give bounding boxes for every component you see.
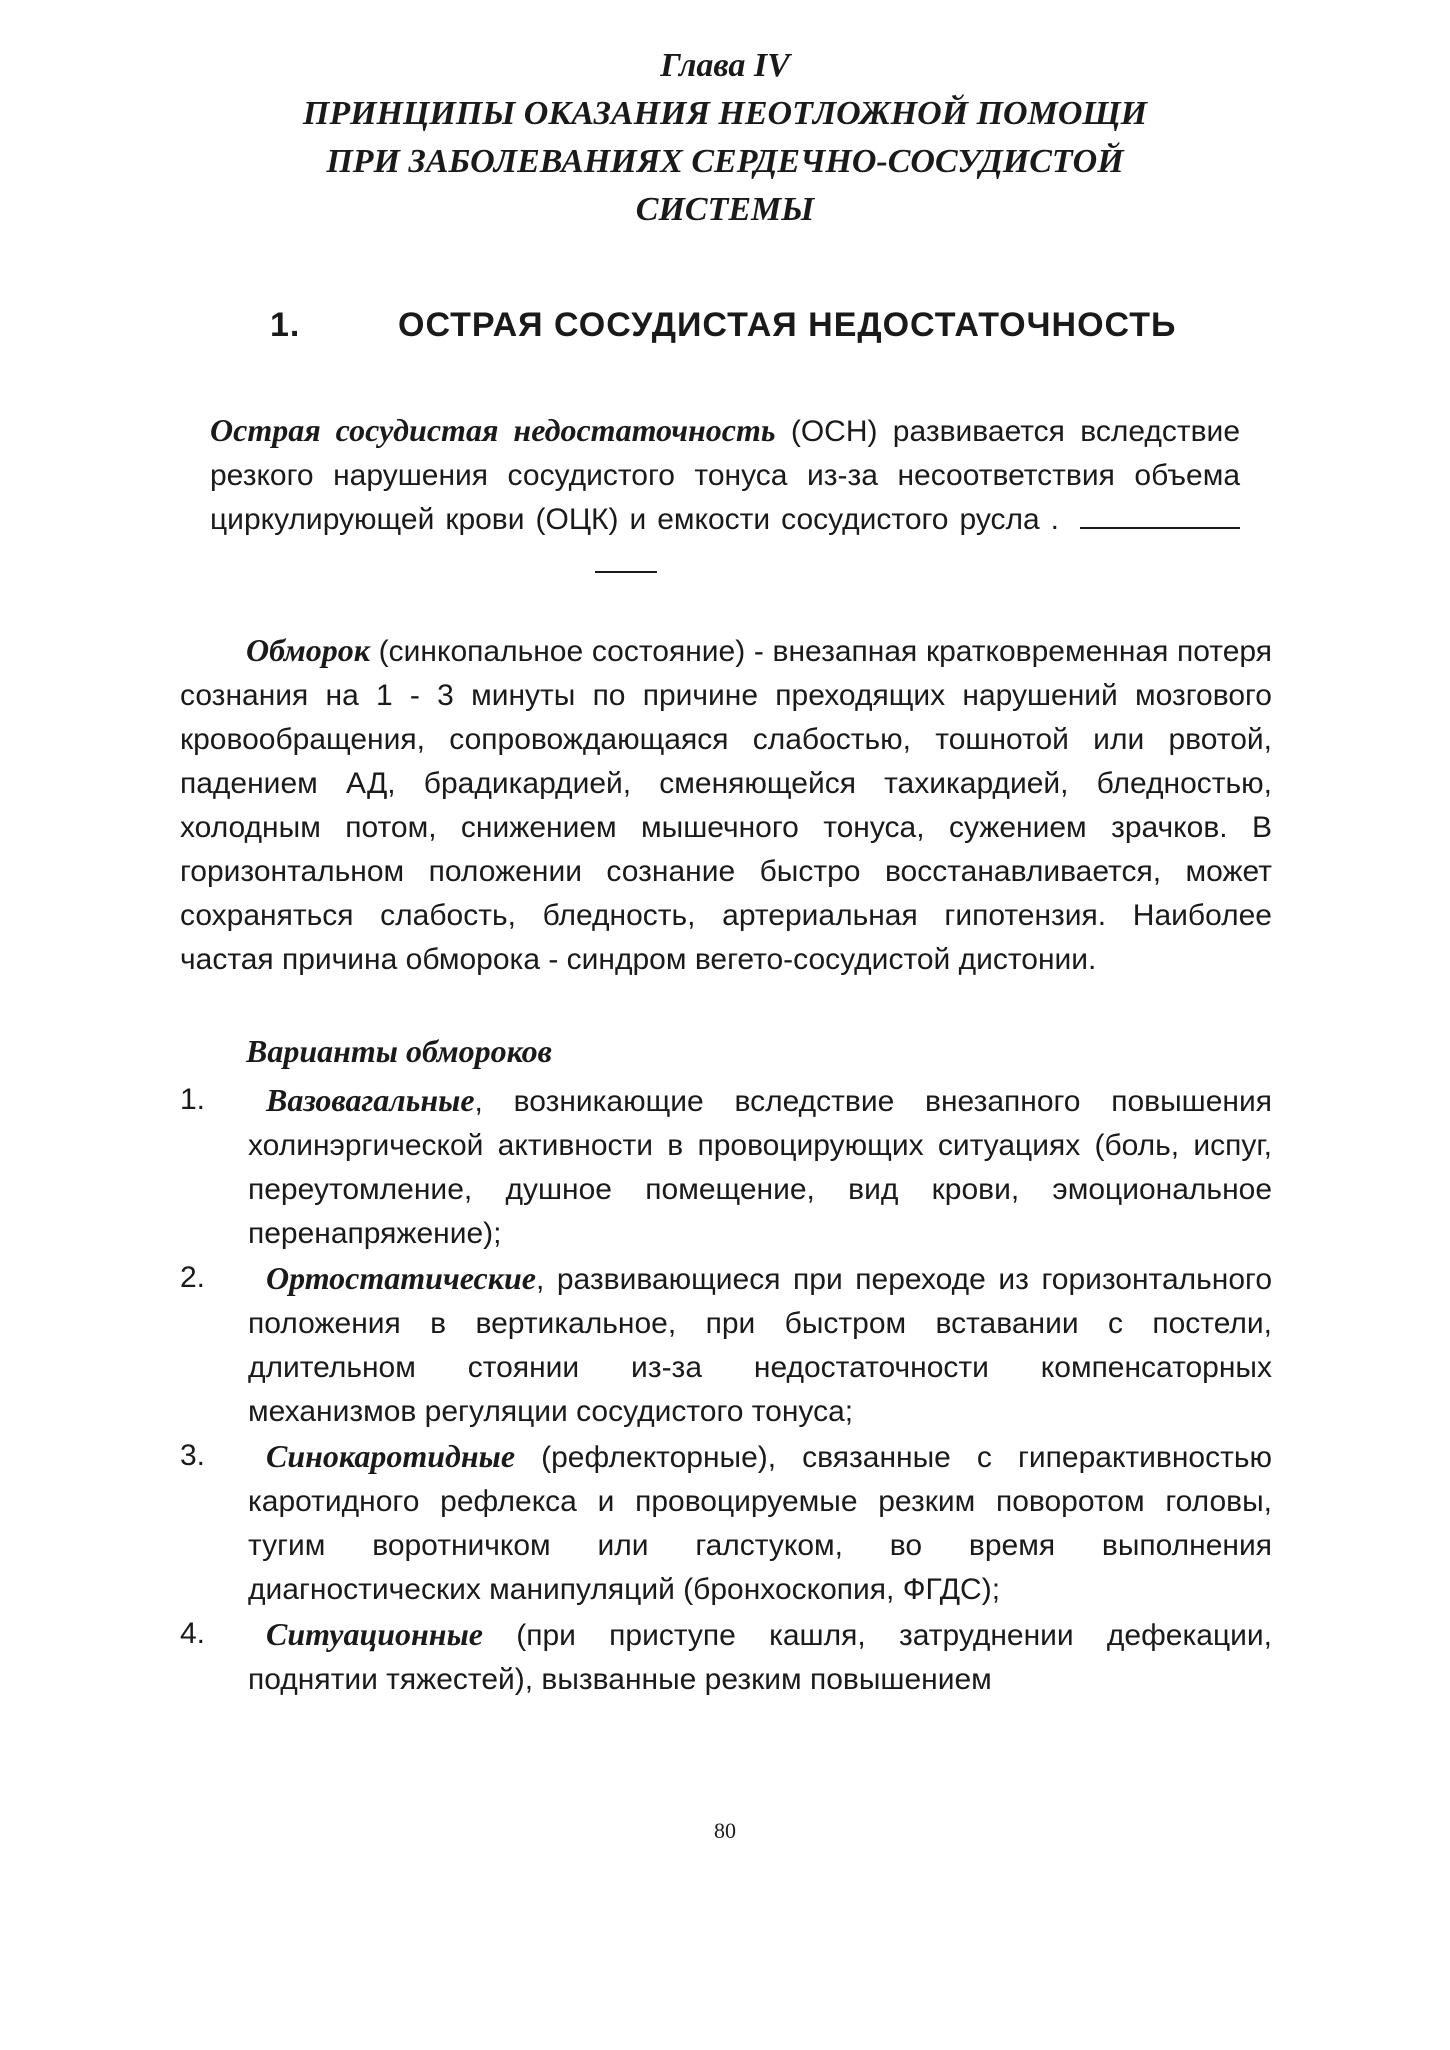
variants-heading: Варианты обмороков	[246, 1033, 552, 1069]
list-item	[180, 1256, 1272, 1434]
fill-in-blank-line-short	[595, 543, 657, 573]
chapter-title-line-2: ПРИ ЗАБОЛЕВАНИЯХ СЕРДЕЧНО-СОСУДИСТОЙ	[326, 143, 1124, 180]
list-item-term: Синокаротидные	[266, 1438, 516, 1474]
list-item	[180, 1078, 1272, 1256]
list-item-number: 2.	[180, 1261, 206, 1294]
list-item-number: 4.	[180, 1617, 206, 1650]
list-item-text: , развивающиеся при переходе из горизонтального положения в вертикальное, при быстром вставании с постели, длительном стоянии из-за недостаточности компенсаторных механизмов регуляции сосудистого тонуса;	[248, 1263, 1272, 1428]
syncope-term: Обморок	[246, 632, 370, 668]
section-heading	[270, 306, 1290, 345]
page-number: 80	[714, 1818, 736, 1843]
intro-term: Острая сосудистая недостаточность	[210, 412, 776, 448]
intro-paragraph	[210, 408, 1240, 586]
variants-list	[180, 1078, 1272, 1702]
list-item-number: 1.	[180, 1083, 206, 1116]
list-item	[180, 1612, 1272, 1702]
list-item-text: (при приступе кашля, затруднении дефекации, поднятии тяжестей), вызванные резким повышением	[248, 1619, 1272, 1696]
syncope-paragraph	[180, 628, 1272, 982]
list-item-term: Ортостатические	[266, 1260, 536, 1296]
section-number: 1.	[270, 306, 301, 344]
fill-in-blank-line	[1080, 499, 1240, 529]
chapter-title-line-3: СИСТЕМЫ	[635, 191, 815, 228]
intro-text: (ОСН) развивается вследствие резкого нарушения сосудистого тонуса из-за несоответствия объема циркулирующей крови (ОЦК) и емкости сосудистого русла .	[210, 415, 1241, 536]
list-item-text: (рефлекторные), связанные с гиперактивностью каротидного рефлекса и провоцируемые резким поворотом головы, тугим воротничком или галстуком, во время выполнения диагностических манипуляций (бронхоскопия, ФГДС);	[248, 1441, 1272, 1606]
list-item	[180, 1434, 1272, 1612]
list-item-term: Вазовагальные	[266, 1082, 475, 1118]
syncope-text: (синкопальное состояние) - внезапная кратковременная потеря сознания на 1 - 3 минуты по причине преходящих нарушений мозгового кровообращения, сопровождающаяся слабостью, тошнотой или рвотой, падением АД, брадикардией, сменяющейся тахикардией, бледностью, холодным потом, снижением мышечного тонуса, сужением зрачков. В горизонтальном положении сознание быстро восстанавливается, может сохраняться слабость, бледность, артериальная гипотензия. Наиболее частая причина обморока - синдром вегето-сосудистой дистонии.	[180, 635, 1272, 976]
chapter-title-line-1: ПРИНЦИПЫ ОКАЗАНИЯ НЕОТЛОЖНОЙ ПОМОЩИ	[302, 95, 1148, 132]
list-item-number: 3.	[180, 1439, 206, 1472]
chapter-label: Глава IV	[660, 47, 790, 84]
list-item-text: , возникающие вследствие внезапного повышения холинэргической активности в провоцирующих ситуациях (боль, испуг, переутомление, душное помещение, вид крови, эмоциональное перенапряжение);	[248, 1085, 1272, 1250]
chapter-title	[0, 42, 1450, 234]
list-item-term: Ситуационные	[266, 1616, 483, 1652]
section-title: ОСТРАЯ СОСУДИСТАЯ НЕДОСТАТОЧНОСТЬ	[398, 306, 1177, 344]
